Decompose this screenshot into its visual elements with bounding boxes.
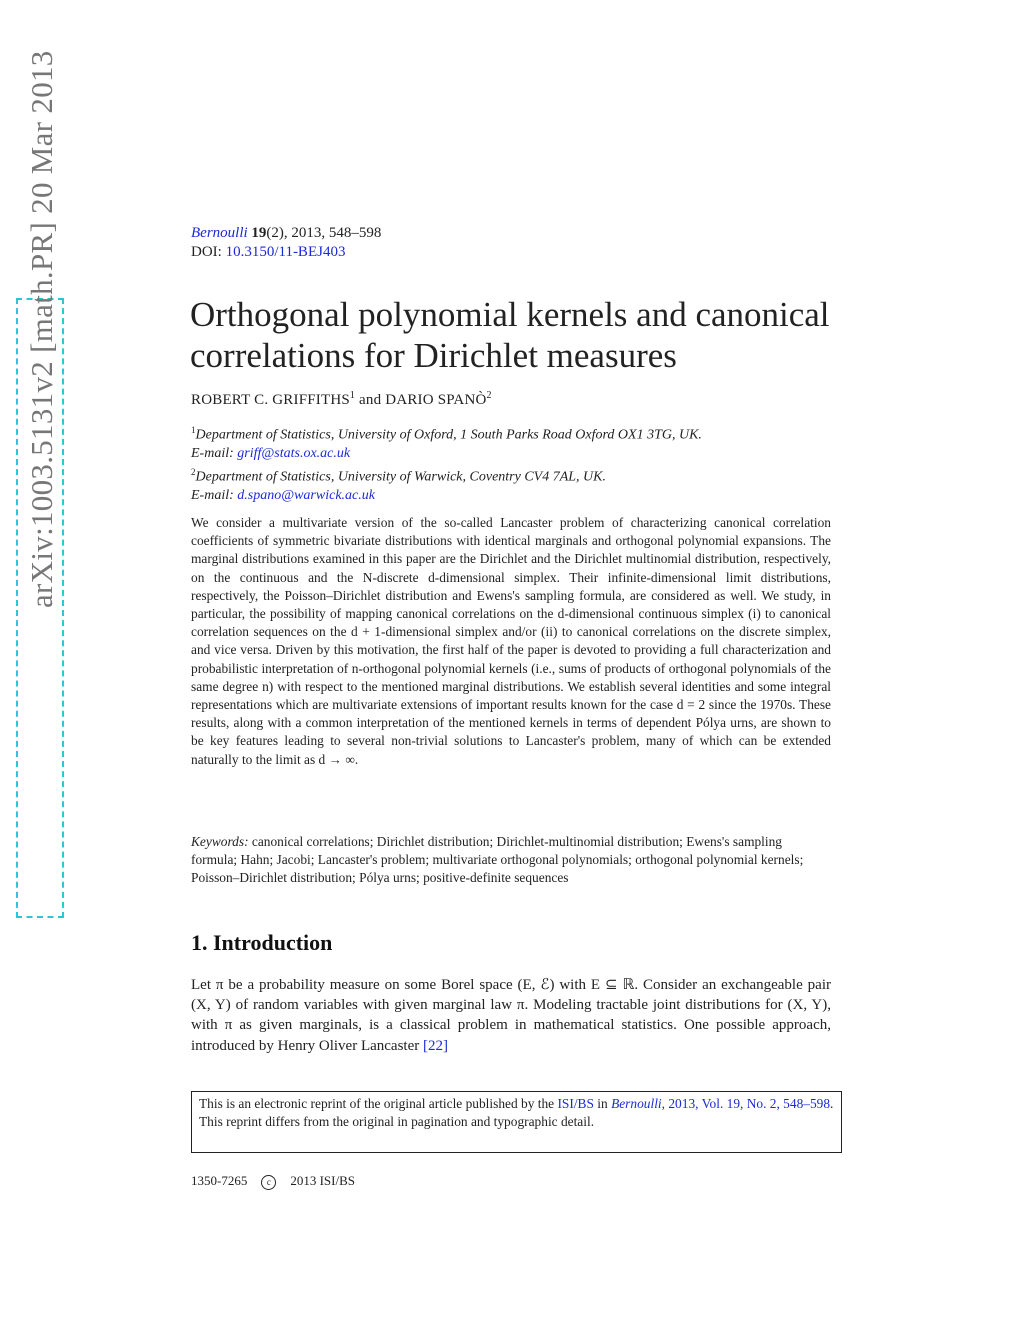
copyright-line [191,1173,355,1190]
isi-bs-link[interactable]: ISI/BS [557,1096,594,1111]
journal-volume: 19 [251,225,267,241]
citation-link[interactable]: , 2013, Vol. 19, No. 2, 548–598 [661,1096,831,1111]
author-2: DARIO SPANÒ [385,392,487,408]
journal-issue-pages: (2), 2013, 548–598 [266,225,382,241]
journal-name-link[interactable]: Bernoulli [191,225,248,241]
reprint-notice: This is an electronic reprint of the original article published by the ISI/BS in Bernoulli, 2013, Vol. 19, No. 2, 548–598. This reprint differs from the original in pagination and typographic detail. [191,1091,842,1153]
arxiv-stamp[interactable]: arXiv:1003.5131v2 [math.PR] 20 Mar 2013 [24,50,59,608]
affiliation-2: $^2$Department of Statistics, University of Warwick, Coventry CV4 7AL, UK. [191,467,607,485]
affiliation-1: $^1$Department of Statistics, University of Oxford, 1 South Parks Road Oxford OX1 3TG, UK. [191,425,702,443]
copyright-icon: c [261,1175,276,1190]
journal-citation [191,224,381,262]
citation-link-22[interactable]: [22] [423,1037,448,1054]
copyright-holder: 2013 ISI/BS [290,1173,355,1188]
bernoulli-link[interactable]: Bernoulli [611,1096,662,1111]
email-link-1[interactable]: griff@stats.ox.ac.uk [237,445,351,461]
email-link-2[interactable]: d.spano@warwick.ac.uk [237,487,375,503]
email-label-2: E-mail: [191,487,238,503]
issn: 1350-7265 [191,1173,248,1188]
author-list [191,390,492,409]
keywords-label: Keywords: [191,834,249,849]
author-conjunction: and [355,392,386,408]
affiliation-2-dept: Department of Statistics, University of Warwick, Coventry CV4 7AL, UK. [195,469,607,485]
affiliations [191,421,851,505]
section-heading-introduction: 1. Introduction [191,930,333,955]
doi-link[interactable]: 10.3150/11-BEJ403 [225,244,346,260]
introduction-paragraph [191,975,831,1056]
introduction-text: Let π be a probability measure on some Borel space (E, ℰ) with E ⊆ ℝ. Consider an exchangeable pair (X, Y) of random variables with given marginal law π. Modeling tractable joint distributions for (X, Y), with π as given marginals, is a classical problem in mathematical statistics. One possible approach, introduced by Henry Oliver Lancaster [191,977,831,1054]
author-1: ROBERT C. GRIFFITHS [191,392,350,408]
keywords-list: canonical correlations; Dirichlet distribution; Dirichlet-multinomial distribution; Ewens's sampling formula; Hahn; Jacobi; Lancaster's problem; multivariate orthogonal polynomials; orthogonal polynomial kernels; Poisson–Dirichlet distribution; Pólya urns; positive-definite sequences [191,834,804,886]
affiliation-1-dept: Department of Statistics, University of Oxford, 1 South Parks Road Oxford OX1 3TG, UK. [195,427,702,443]
author-2-affil-mark: 2 [486,390,492,401]
author-1-affil-mark: 1 [349,390,356,401]
keywords [191,833,831,888]
email-label-1: E-mail: [191,445,238,461]
abstract: We consider a multivariate version of the so-called Lancaster problem of characterizing canonical correlation coefficients of symmetric bivariate distributions with identical marginals and orthogonal polynomial expansions. The marginal distributions examined in this paper are the Dirichlet and the Dirichlet multinomial distribution, respectively, on the continuous and the N-discrete d-dimensional simplex. Their infinite-dimensional limit distributions, respectively, the Poisson–Dirichlet distribution and Ewens's sampling formula, are considered as well. We study, in particular, the possibility of mapping canonical correlations on the d-dimensional continuous simplex (i) to canonical correlation sequences on the d + 1-dimensional simplex and/or (ii) to canonical correlations on the discrete simplex, and vice versa. Driven by this motivation, the first half of the paper is devoted to providing a full characterization and probabilistic interpretation of n-orthogonal polynomial kernels (i.e., sums of products of orthogonal polynomials of the same degree n) with respect to the mentioned marginal distributions. We establish several identities and some integral representations which are multivariate extensions of important results known for the case d = 2 since the 1970s. These results, along with a common interpretation of the mentioned kernels in terms of dependent Pólya urns, are shown to be key features leading to several non-trivial solutions to Lancaster's problem, many of which can be extended naturally to the limit as d → ∞. [191,515,831,767]
paper-title: Orthogonal polynomial kernels and canonical correlations for Dirichlet measures [190,295,830,375]
doi-label: DOI: [191,244,222,260]
